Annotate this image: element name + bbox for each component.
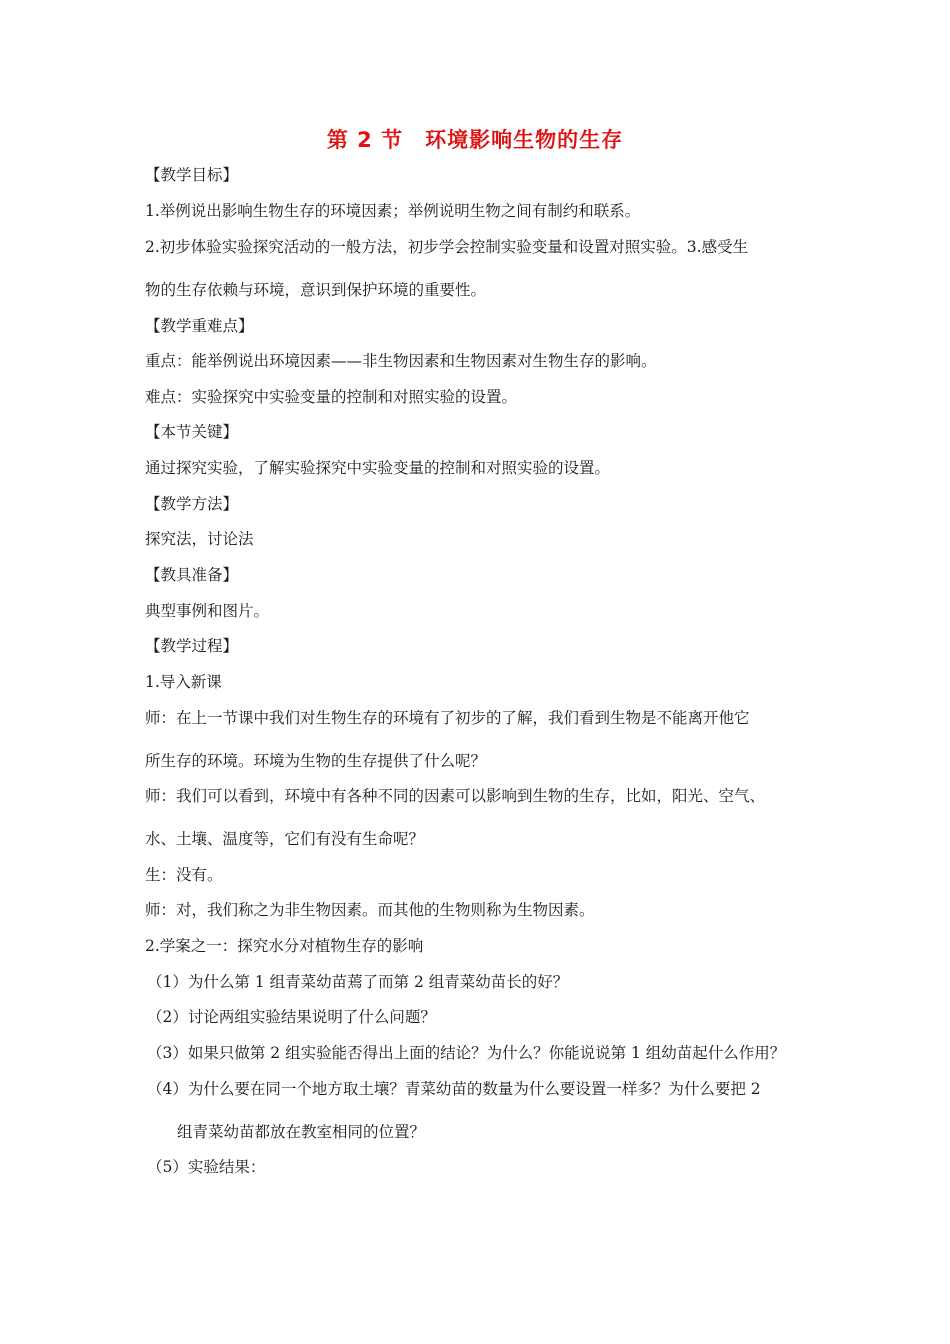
section-heading-methods: 【教学方法】 bbox=[145, 495, 239, 513]
section-heading-key-points: 【教学重难点】 bbox=[145, 317, 254, 335]
key-text: 通过探究实验，了解实验探究中实验变量的控制和对照实验的设置。 bbox=[145, 459, 611, 477]
materials-text: 典型事例和图片。 bbox=[145, 602, 270, 620]
methods-text: 探究法，讨论法 bbox=[145, 530, 254, 548]
process-step-1: 1.导入新课 bbox=[145, 673, 222, 691]
question-4-continued: 组青菜幼苗都放在教室相同的位置？ bbox=[177, 1123, 426, 1141]
difficult-point: 难点：实验探究中实验变量的控制和对照实验的设置。 bbox=[145, 388, 518, 406]
question-3: （3）如果只做第 2 组实验能否得出上面的结论？为什么？你能说说第 1 组幼苗起什么作用？ bbox=[147, 1044, 786, 1062]
process-step-2: 2.学案之一：探究水分对植物生存的影响 bbox=[145, 937, 424, 955]
question-2: （2）讨论两组实验结果说明了什么问题？ bbox=[147, 1008, 436, 1026]
dialogue-teacher-2: 师：我们可以看到，环境中有各种不同的因素可以影响到生物的生存，比如，阳光、空气、 bbox=[145, 787, 766, 805]
dialogue-teacher-1-continued: 所生存的环境。环境为生物的生存提供了什么呢？ bbox=[145, 752, 487, 770]
key-point: 重点：能举例说出环境因素——非生物因素和生物因素对生物生存的影响。 bbox=[145, 352, 657, 370]
document-title: 第 2 节 环境影响生物的生存 bbox=[326, 128, 624, 152]
objective-2: 2.初步体验实验探究活动的一般方法，初步学会控制实验变量和设置对照实验。3.感受生 bbox=[145, 238, 749, 256]
dialogue-teacher-1: 师：在上一节课中我们对生物生存的环境有了初步的了解，我们看到生物是不能离开他它 bbox=[145, 709, 750, 727]
objective-1: 1.举例说出影响生物生存的环境因素；举例说明生物之间有制约和联系。 bbox=[145, 202, 641, 220]
section-heading-materials: 【教具准备】 bbox=[145, 566, 239, 584]
question-4: （4）为什么要在同一个地方取土壤？青菜幼苗的数量为什么要设置一样多？为什么要把 2 bbox=[147, 1080, 761, 1098]
question-1: （1）为什么第 1 组青菜幼苗蔫了而第 2 组青菜幼苗长的好？ bbox=[147, 973, 569, 991]
question-5: （5）实验结果： bbox=[147, 1158, 266, 1176]
dialogue-teacher-2-continued: 水、土壤、温度等，它们有没有生命呢？ bbox=[145, 830, 425, 848]
section-heading-key: 【本节关键】 bbox=[145, 423, 239, 441]
dialogue-teacher-3: 师：对，我们称之为非生物因素。而其他的生物则称为生物因素。 bbox=[145, 901, 595, 919]
section-heading-process: 【教学过程】 bbox=[145, 637, 239, 655]
dialogue-student: 生：没有。 bbox=[145, 866, 223, 884]
objective-3-continued: 物的生存依赖与环境，意识到保护环境的重要性。 bbox=[145, 281, 487, 299]
section-heading-objectives: 【教学目标】 bbox=[145, 166, 239, 184]
